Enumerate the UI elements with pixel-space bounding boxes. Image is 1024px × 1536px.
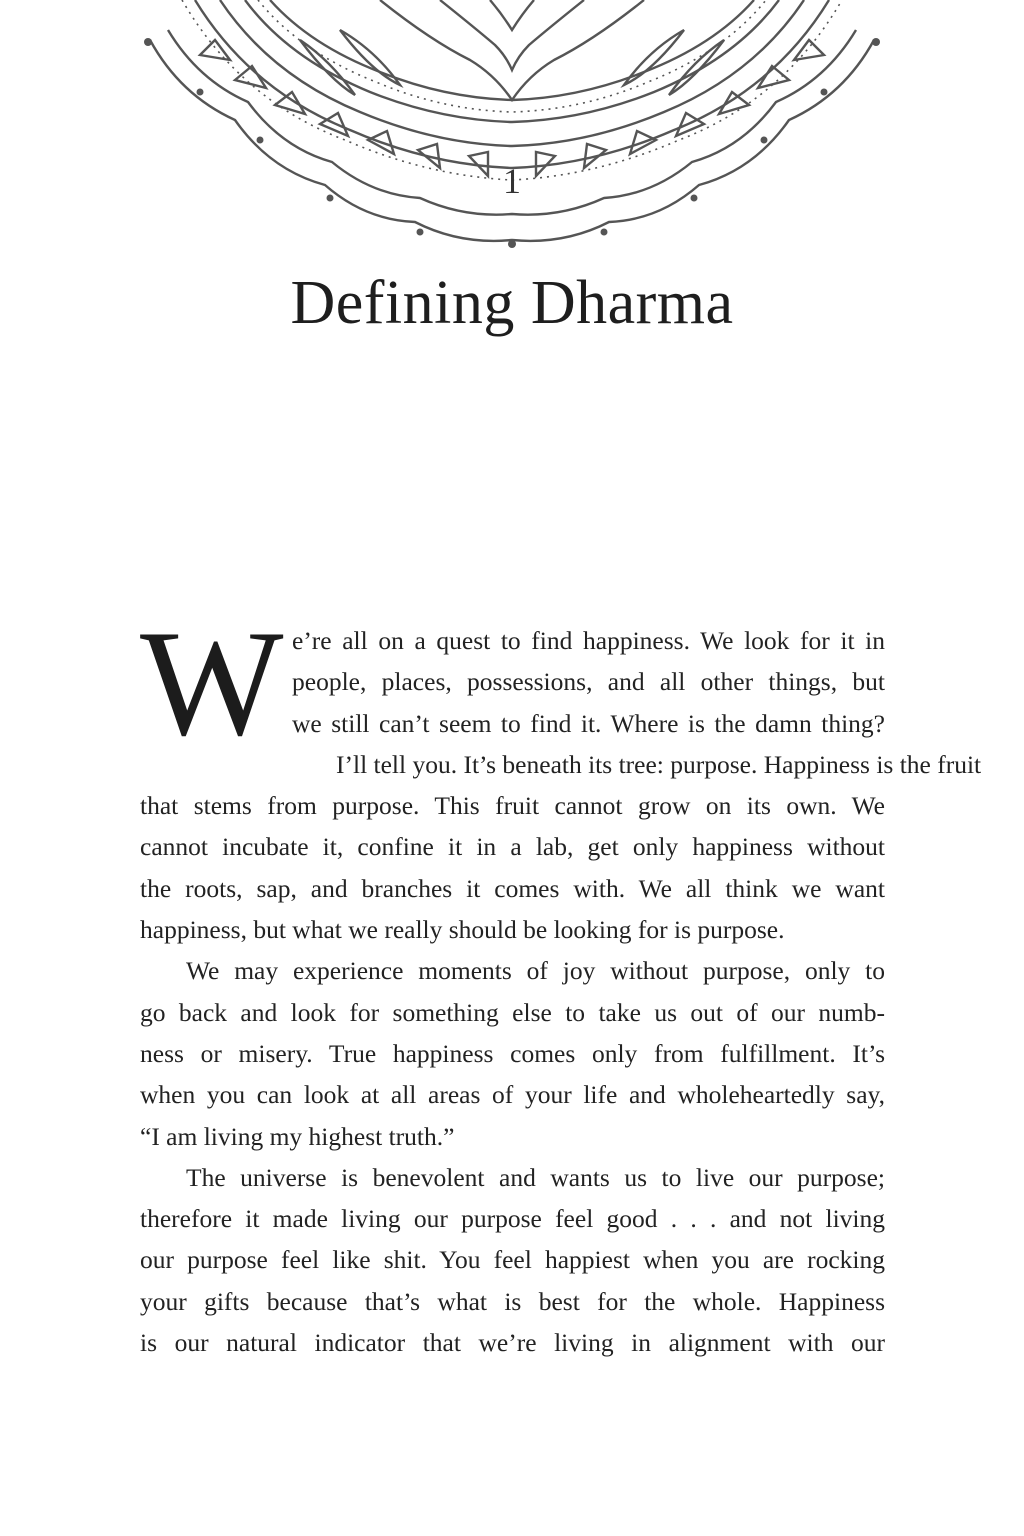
chapter-title: Defining Dharma: [290, 269, 734, 337]
body-line: I’ll tell you. It’s beneath its tree: purpose. Happiness is the fruit: [336, 749, 982, 779]
body-line: “I am living my highest truth.”: [140, 1121, 455, 1151]
body-line: The universe is benevolent and wants us to live our purpose;: [186, 1162, 885, 1192]
body-line: we still can’t seem to find it. Where is the damn thing?: [292, 708, 885, 738]
body-line: the roots, sap, and branches it comes with. We all think we want: [140, 873, 885, 903]
body-line: people, places, possessions, and all other things, but: [292, 667, 885, 697]
dropcap-paragraph-lines: [292, 620, 885, 744]
body-line: cannot incubate it, confine it in a lab, get only happiness without: [140, 832, 885, 862]
body-line: your gifts because that’s what is best for the whole. Happiness: [140, 1286, 885, 1316]
body-line: is our natural indicator that we’re living in alignment with our: [140, 1328, 885, 1358]
body-line: go back and look for something else to take us out of our numb-: [140, 997, 885, 1027]
chapter-number: 1: [503, 161, 521, 201]
body-line: therefore it made living our purpose feel good . . . and not living: [140, 1204, 885, 1234]
body-line: our purpose feel like shit. You feel happiest when you are rocking: [140, 1245, 885, 1275]
body-line: e’re all on a quest to find happiness. We look for it in: [292, 626, 885, 655]
body-line: ness or misery. True happiness comes only from fulfillment. It’s: [140, 1038, 885, 1068]
body-line: when you can look at all areas of your life and wholeheartedly say,: [140, 1080, 885, 1110]
chapter-body: [140, 599, 982, 1363]
body-line: happiness, but what we really should be looking for is purpose.: [140, 915, 785, 945]
mandala-ornament-icon: [140, 0, 884, 250]
body-line: that stems from purpose. This fruit cannot grow on its own. We: [140, 791, 885, 821]
drop-cap: W: [140, 599, 284, 767]
body-line: We may experience moments of joy without purpose, only to: [186, 956, 885, 986]
